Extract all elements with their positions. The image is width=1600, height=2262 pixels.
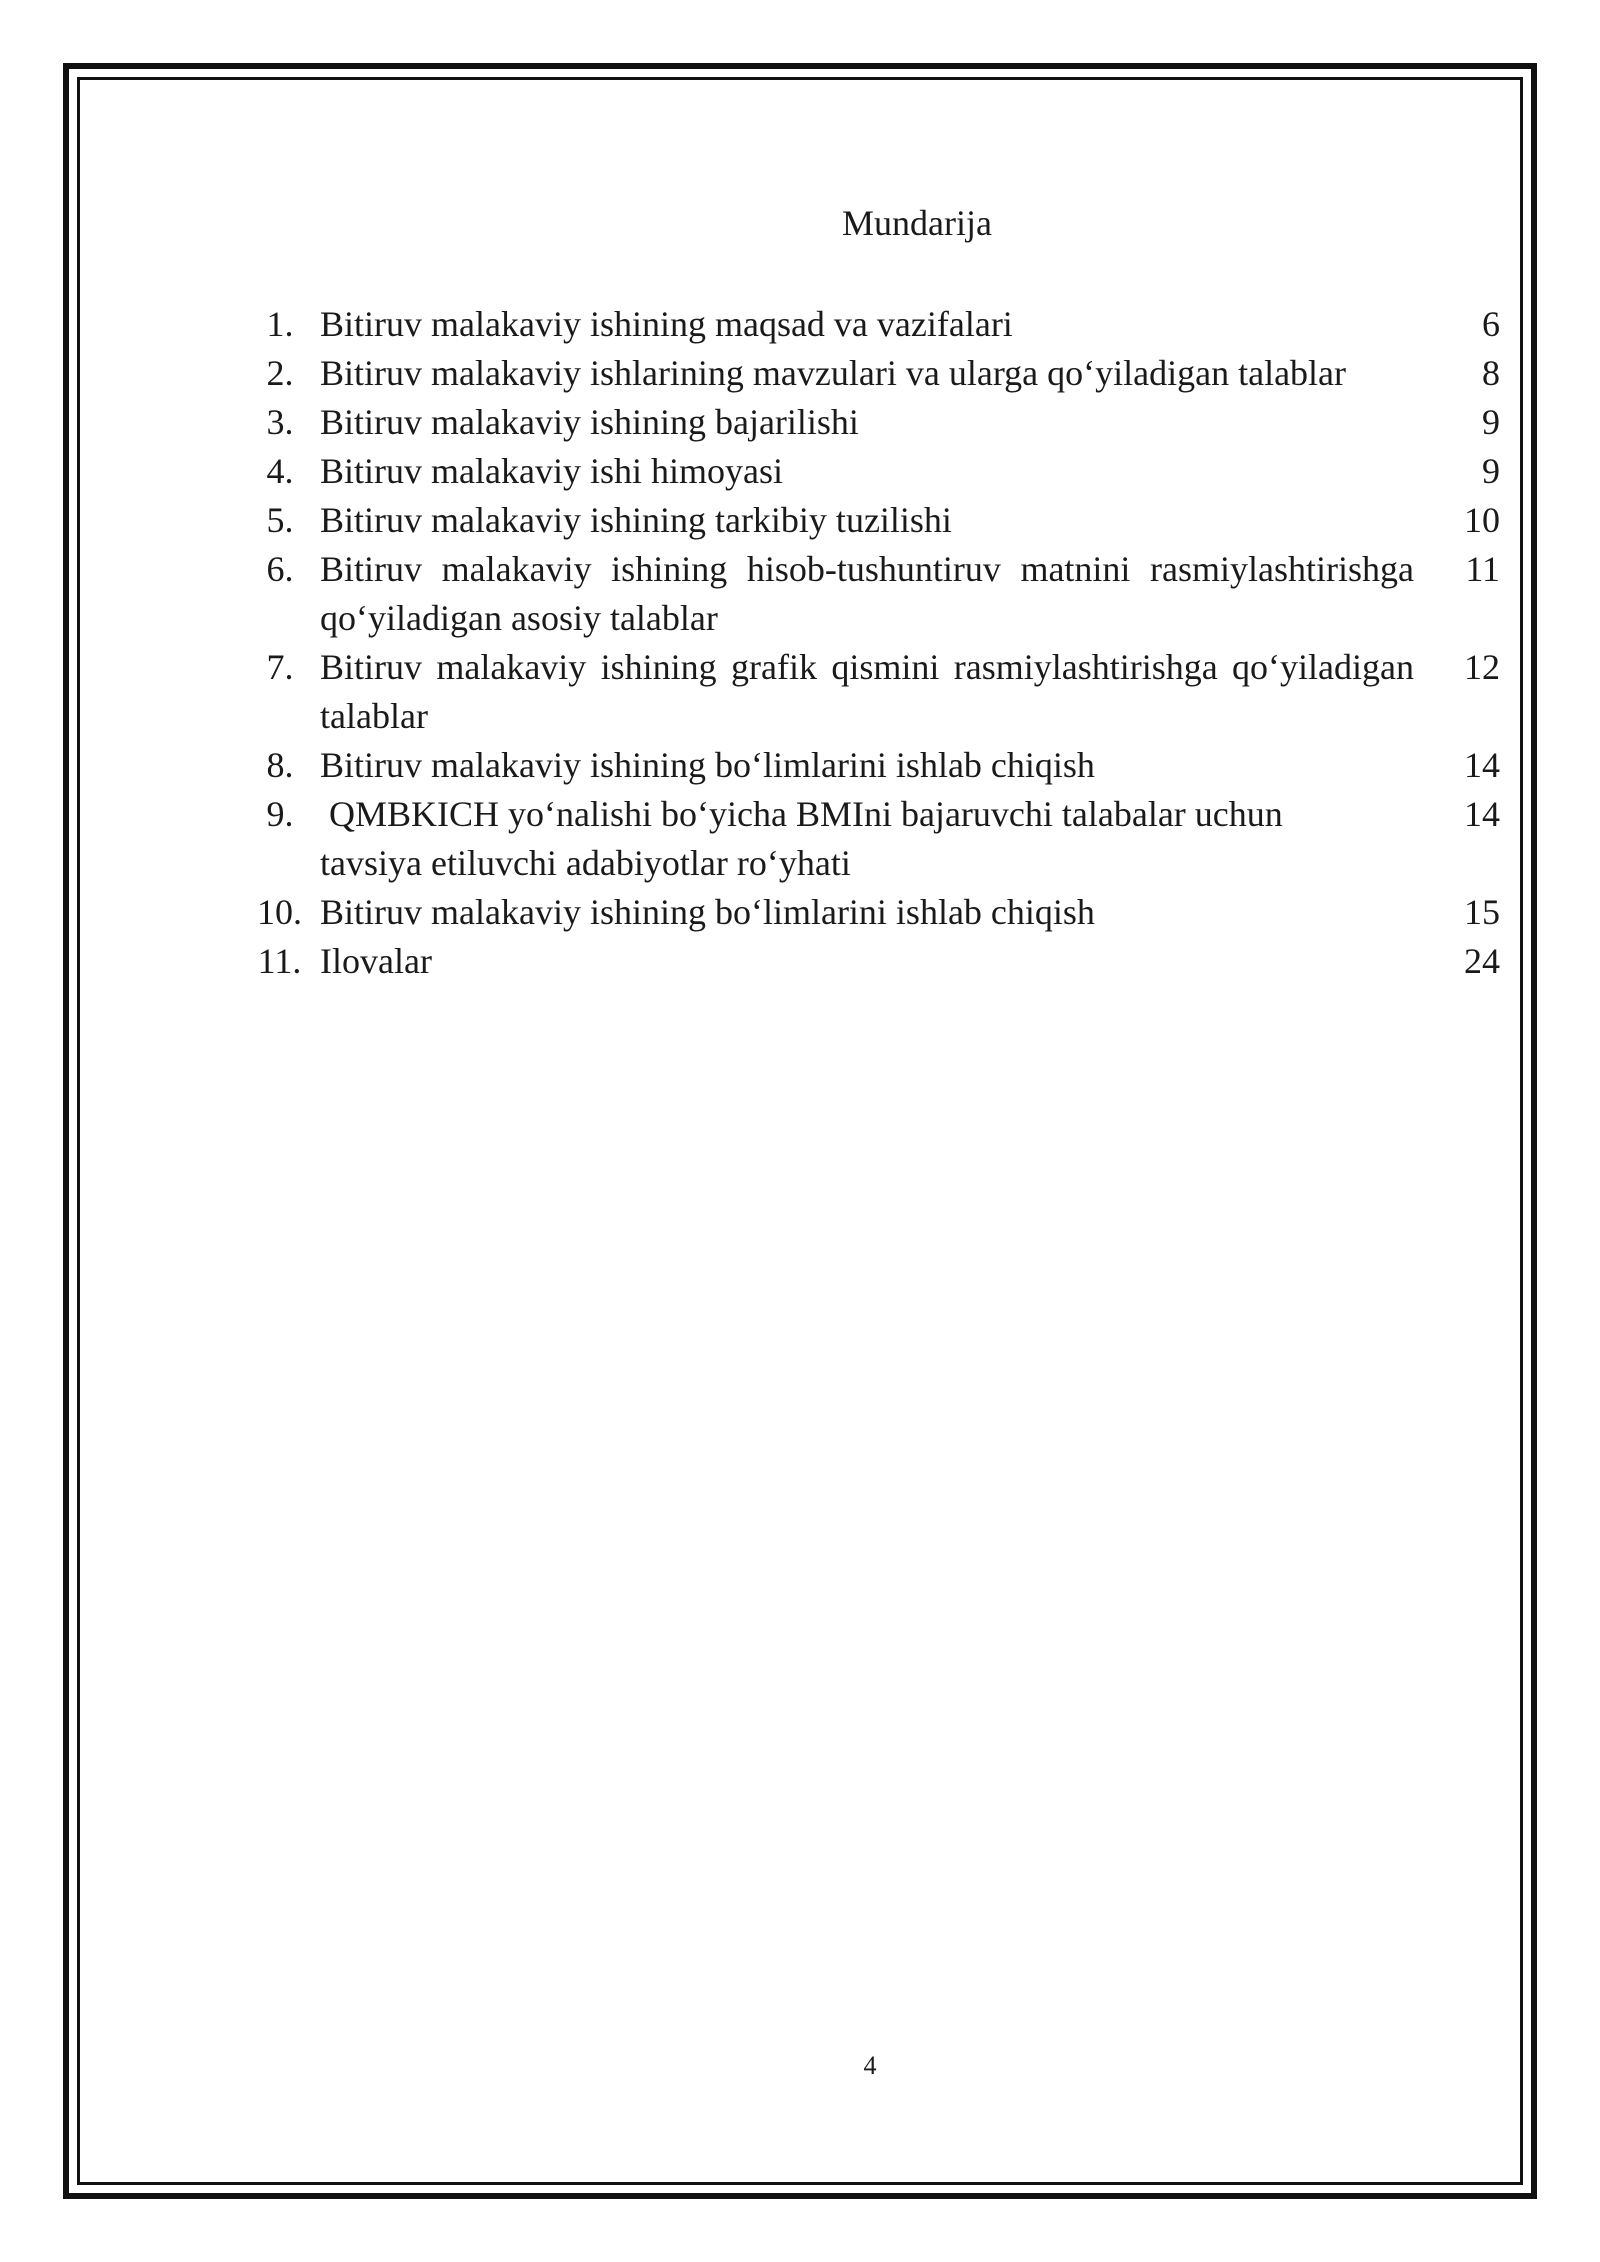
toc-entry[interactable] [240, 398, 1500, 447]
toc-entry-page: 11 [1465, 549, 1500, 589]
toc-entry[interactable] [240, 937, 1500, 986]
toc-entry[interactable] [240, 300, 1500, 349]
toc-entry-title: QMBKICH yo‘nalishi bo‘yicha BMIni bajaruvchi talabalar uchun tavsiya etiluvchi adabiyotlar ro‘yhati [320, 794, 1292, 883]
toc-entry-number: 10. [257, 892, 302, 932]
toc-entry-number: 5. [266, 500, 294, 540]
toc-entry-title: Bitiruv malakaviy ishining grafik qismini rasmiylashtirishga qo‘yiladigan talablar [320, 647, 1414, 736]
toc-entry-number: 11. [257, 941, 302, 981]
toc-entry-title: Bitiruv malakaviy ishining bo‘limlarini ishlab chiqish [320, 892, 1095, 932]
toc-entry-number: 8. [266, 745, 294, 785]
toc-entry-page: 10 [1464, 500, 1500, 540]
toc-entry-page: 8 [1482, 353, 1500, 393]
toc-entry-number: 9. [266, 794, 294, 834]
toc-entry-title: Bitiruv malakaviy ishining hisob-tushuntiruv matnini rasmiylashtirishga qo‘yiladigan asosiy talablar [320, 549, 1414, 638]
toc-entry-number: 6. [266, 549, 294, 589]
toc-entry[interactable] [240, 790, 1500, 888]
toc-entry-number: 7. [266, 647, 294, 687]
table-of-contents [240, 300, 1500, 986]
page-number: 4 [863, 2051, 877, 2080]
toc-entry-page: 14 [1464, 794, 1500, 834]
toc-entry-title: Bitiruv malakaviy ishining bo‘limlarini ishlab chiqish [320, 745, 1095, 785]
toc-entry[interactable] [240, 496, 1500, 545]
toc-entry-page: 14 [1464, 745, 1500, 785]
toc-entry-title: Ilovalar [320, 941, 432, 981]
toc-entry-title: Bitiruv malakaviy ishining maqsad va vazifalari [320, 304, 1013, 344]
toc-entry-number: 1. [266, 304, 294, 344]
toc-entry-page: 15 [1464, 892, 1500, 932]
toc-entry-title: Bitiruv malakaviy ishi himoyasi [320, 451, 783, 491]
toc-entry[interactable] [240, 741, 1500, 790]
toc-entry-title: Bitiruv malakaviy ishining bajarilishi [320, 402, 859, 442]
toc-entry[interactable] [240, 545, 1500, 643]
toc-entry[interactable] [240, 447, 1500, 496]
toc-entry-number: 3. [266, 402, 294, 442]
toc-entry-title: Bitiruv malakaviy ishlarining mavzulari va ularga qo‘yiladigan talablar [320, 353, 1347, 393]
toc-entry[interactable] [240, 888, 1500, 937]
toc-entry[interactable] [240, 643, 1500, 741]
toc-entry-page: 6 [1482, 304, 1500, 344]
toc-entry-title: Bitiruv malakaviy ishining tarkibiy tuzilishi [320, 500, 952, 540]
toc-entry-page: 9 [1482, 451, 1500, 491]
toc-entry-number: 4. [266, 451, 294, 491]
toc-entry-number: 2. [266, 353, 294, 393]
toc-entry-page: 9 [1482, 402, 1500, 442]
toc-entry-page: 24 [1464, 941, 1500, 981]
page-title: Mundarija [842, 203, 992, 243]
toc-entry-page: 12 [1464, 647, 1500, 687]
toc-entry[interactable] [240, 349, 1500, 398]
